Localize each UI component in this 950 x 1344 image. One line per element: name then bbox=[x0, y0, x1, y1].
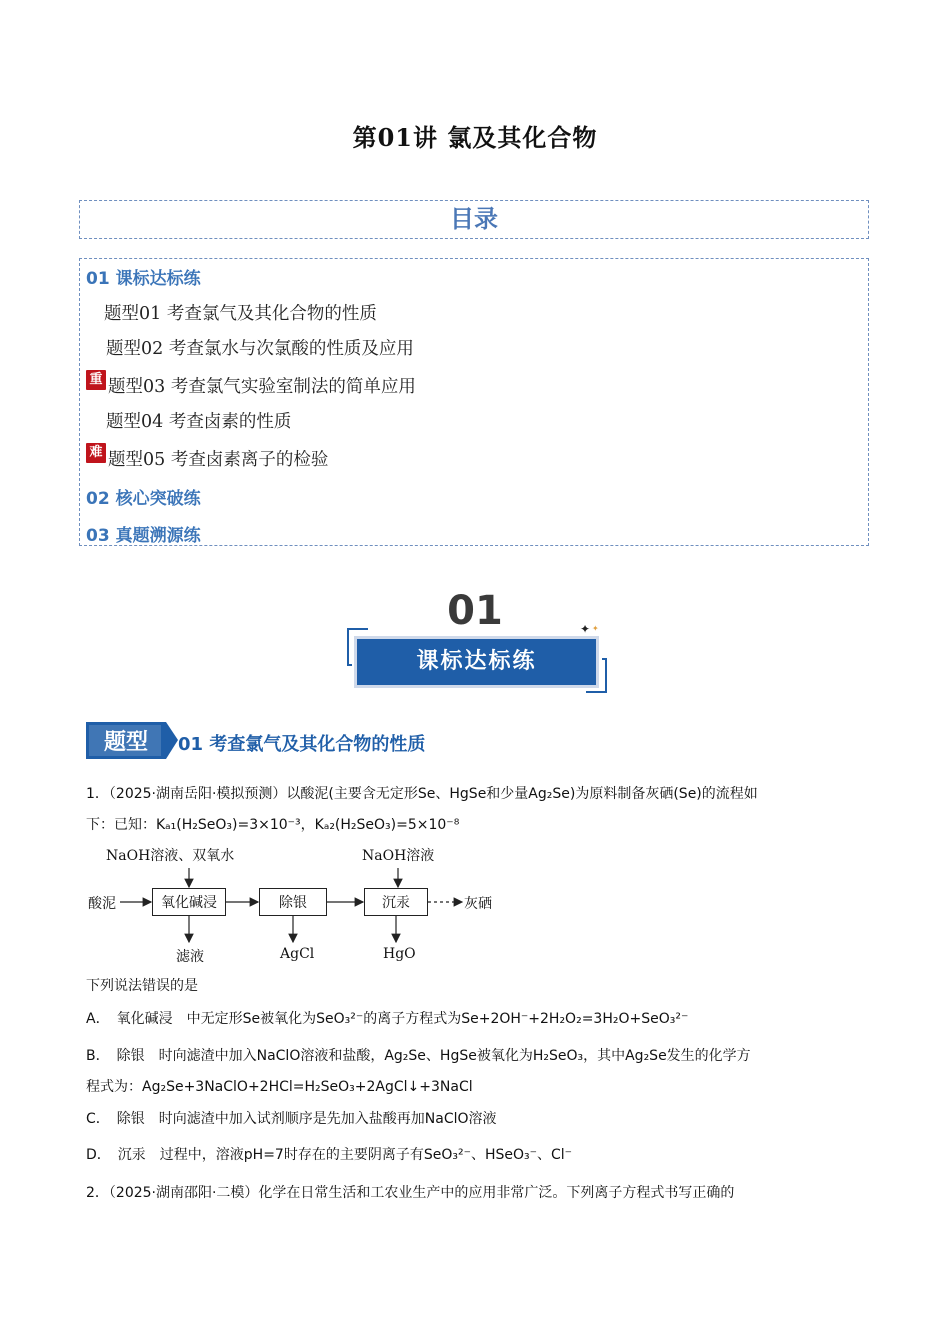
section-banner-label: 课标达标练 bbox=[416, 649, 537, 674]
section-number: 01 bbox=[447, 588, 503, 634]
flow-start: 酸泥 bbox=[88, 896, 116, 912]
toc-item-2[interactable]: 题型02 考查氯水与次氯酸的性质及应用 bbox=[106, 339, 414, 359]
question-type-badge bbox=[86, 722, 178, 759]
toc-item-1[interactable]: 题型01 考查氯气及其化合物的性质 bbox=[104, 304, 377, 324]
section-banner bbox=[354, 636, 599, 688]
q1-stem-line1: 1．（2025·湖南岳阳·模拟预测）以酸泥(主要含无定形Se、HgSe和少量Ag₂Se)为原料制备灰硒(Se)的流程如 bbox=[86, 786, 758, 802]
flow-arrows bbox=[80, 860, 520, 950]
question-type-badge-label: 题型 bbox=[103, 729, 149, 755]
document-title: 第01讲 氯及其化合物 bbox=[352, 123, 598, 152]
flow-output-2: AgCl bbox=[280, 946, 315, 962]
toc-item-3[interactable]: 题型03 考查氯气实验室制法的简单应用 bbox=[108, 377, 416, 397]
q1-option-a[interactable]: A． 氧化碱浸 中无定形Se被氧化为SeO₃²⁻的离子方程式为Se+2OH⁻+2H₂O₂=3H₂O+SeO₃²⁻ bbox=[86, 1011, 689, 1027]
flow-output-1: 滤液 bbox=[176, 949, 204, 965]
toc-section-3[interactable]: 03 真题溯源练 bbox=[86, 526, 201, 546]
toc-item-5[interactable]: 题型05 考查卤素离子的检验 bbox=[108, 450, 329, 470]
q1-prompt: 下列说法错误的是 bbox=[86, 978, 198, 994]
flow-reagent-1: NaOH溶液、双氧水 bbox=[106, 848, 235, 864]
flow-end: 灰硒 bbox=[464, 896, 492, 912]
toc-item-4[interactable]: 题型04 考查卤素的性质 bbox=[106, 412, 292, 432]
difficult-tag-icon: 难 bbox=[86, 443, 106, 463]
q1-option-b-line1[interactable]: B． 除银 时向滤渣中加入NaClO溶液和盐酸，Ag₂Se、HgSe被氧化为H₂SeO₃，其中Ag₂Se发生的化学方 bbox=[86, 1048, 751, 1064]
question-type-title: 01 考查氯气及其化合物的性质 bbox=[178, 734, 426, 755]
toc-heading: 目录 bbox=[450, 205, 498, 233]
q1-option-d[interactable]: D． 沉汞 过程中，溶液pH=7时存在的主要阴离子有SeO₃²⁻、HSeO₃⁻、Cl⁻ bbox=[86, 1147, 573, 1163]
q2-stem-line1: 2．（2025·湖南邵阳·二模）化学在日常生活和工农业生产中的应用非常广泛。下列离子方程式书写正确的 bbox=[86, 1185, 735, 1201]
toc-section-1[interactable]: 01 课标达标练 bbox=[86, 269, 201, 289]
flow-box-precipitate-mercury: 沉汞 bbox=[364, 888, 428, 916]
flow-box-remove-silver: 除银 bbox=[259, 888, 327, 916]
svg-text:✦: ✦ bbox=[592, 625, 599, 633]
key-tag-icon: 重 bbox=[86, 370, 106, 390]
flow-box-oxidative-leach: 氧化碱浸 bbox=[152, 888, 226, 916]
q1-stem-line2: 下：已知：Kₐ₁(H₂SeO₃)=3×10⁻³，Kₐ₂(H₂SeO₃)=5×10⁻⁸ bbox=[86, 817, 460, 833]
flow-reagent-3: NaOH溶液 bbox=[362, 848, 435, 864]
q1-option-c[interactable]: C． 除银 时向滤渣中加入试剂顺序是先加入盐酸再加NaClO溶液 bbox=[86, 1111, 497, 1127]
q1-option-b-line2[interactable]: 程式为：Ag₂Se+3NaClO+2HCl=H₂SeO₃+2AgCl↓+3NaCl bbox=[86, 1079, 473, 1095]
toc-section-2[interactable]: 02 核心突破练 bbox=[86, 489, 201, 509]
flow-output-3: HgO bbox=[383, 946, 416, 962]
svg-text:✦: ✦ bbox=[580, 625, 591, 636]
toc-heading-box bbox=[79, 200, 869, 239]
